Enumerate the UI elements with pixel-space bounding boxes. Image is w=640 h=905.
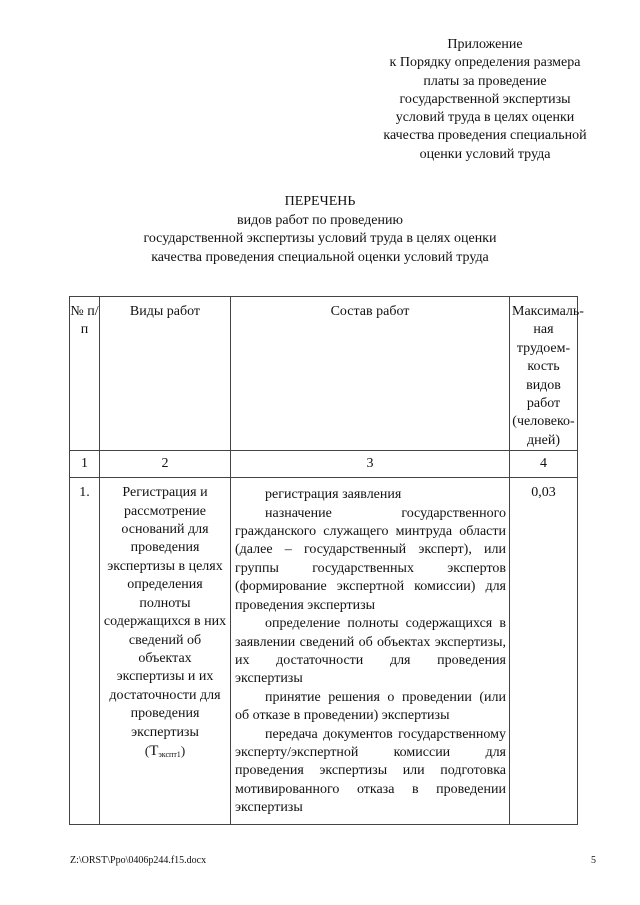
title-line: качества проведения специальной оценки условий труда bbox=[151, 249, 489, 265]
title-line: государственной экспертизы условий труда в целях оценки bbox=[143, 231, 497, 247]
row-work-type bbox=[100, 478, 231, 824]
row-labor: 0,03 bbox=[510, 478, 578, 824]
symbol-letter: T bbox=[149, 742, 159, 759]
composition-item: определение полноты содержащихся в заявлении сведений об объектах экспертизы, их достаточности для проведения экспертизы bbox=[235, 616, 506, 687]
appendix-line: к Порядку определения размера bbox=[389, 55, 581, 71]
document-title bbox=[60, 193, 580, 267]
header-composition: Состав работ bbox=[231, 297, 510, 451]
col-number: 3 bbox=[231, 451, 510, 478]
appendix-line: Приложение bbox=[447, 37, 523, 52]
composition-item: принятие решения о проведении (или об отказе в проведении) экспертизы bbox=[235, 689, 506, 724]
appendix-line: оценки условий труда bbox=[419, 146, 551, 162]
appendix-block bbox=[350, 36, 620, 164]
row-number: 1. bbox=[70, 478, 100, 824]
appendix-line: качества проведения специальной bbox=[383, 128, 587, 144]
header-work-types: Виды работ bbox=[100, 297, 231, 451]
col-number: 1 bbox=[70, 451, 100, 478]
labor-symbol: $(T_{экспт1})$ bbox=[144, 742, 186, 759]
appendix-line: условий труда в целях оценки bbox=[395, 110, 575, 126]
composition-item: назначение государственного гражданского служащего минтруда области (далее – государственный эксперт), или группы государственных экспертов (формирование экспертной комиссии) для проведения экспертизы bbox=[235, 505, 506, 613]
composition-item: регистрация заявления bbox=[265, 487, 402, 503]
work-type-text: Регистрация и рассмотрение оснований для проведения экспертизы в целях определения полноты содержащихся в них сведений об объектах экспертизы и их достаточности для проведения экспертизы bbox=[103, 485, 227, 740]
works-table bbox=[69, 296, 584, 825]
header-number: № п/п bbox=[70, 297, 100, 451]
composition-item: передача документов государственному эксперту/экспертной комиссии для проведения экспертизы или подготовка мотивированного отказа в проведении экспертизы bbox=[235, 726, 506, 816]
appendix-line: государственной экспертизы bbox=[399, 91, 571, 107]
header-labor: Максималь-ная трудоем-кость видов работ (человеко-дней) bbox=[510, 297, 578, 451]
title-line: видов работ по проведению bbox=[237, 212, 403, 228]
col-number: 2 bbox=[100, 451, 231, 478]
col-number: 4 bbox=[510, 451, 578, 478]
table-row bbox=[70, 478, 578, 824]
symbol-subscript: экспт1 bbox=[158, 749, 181, 759]
appendix-line: платы за проведение bbox=[423, 73, 547, 89]
title-line: ПЕРЕЧЕНЬ bbox=[284, 194, 356, 209]
footer-file-path: Z:\ORST\Ppo\0406p244.f15.docx bbox=[70, 855, 207, 866]
table-number-row bbox=[70, 451, 578, 478]
table-header-row bbox=[70, 297, 578, 451]
page-number: 5 bbox=[591, 855, 596, 866]
row-composition bbox=[231, 478, 510, 824]
